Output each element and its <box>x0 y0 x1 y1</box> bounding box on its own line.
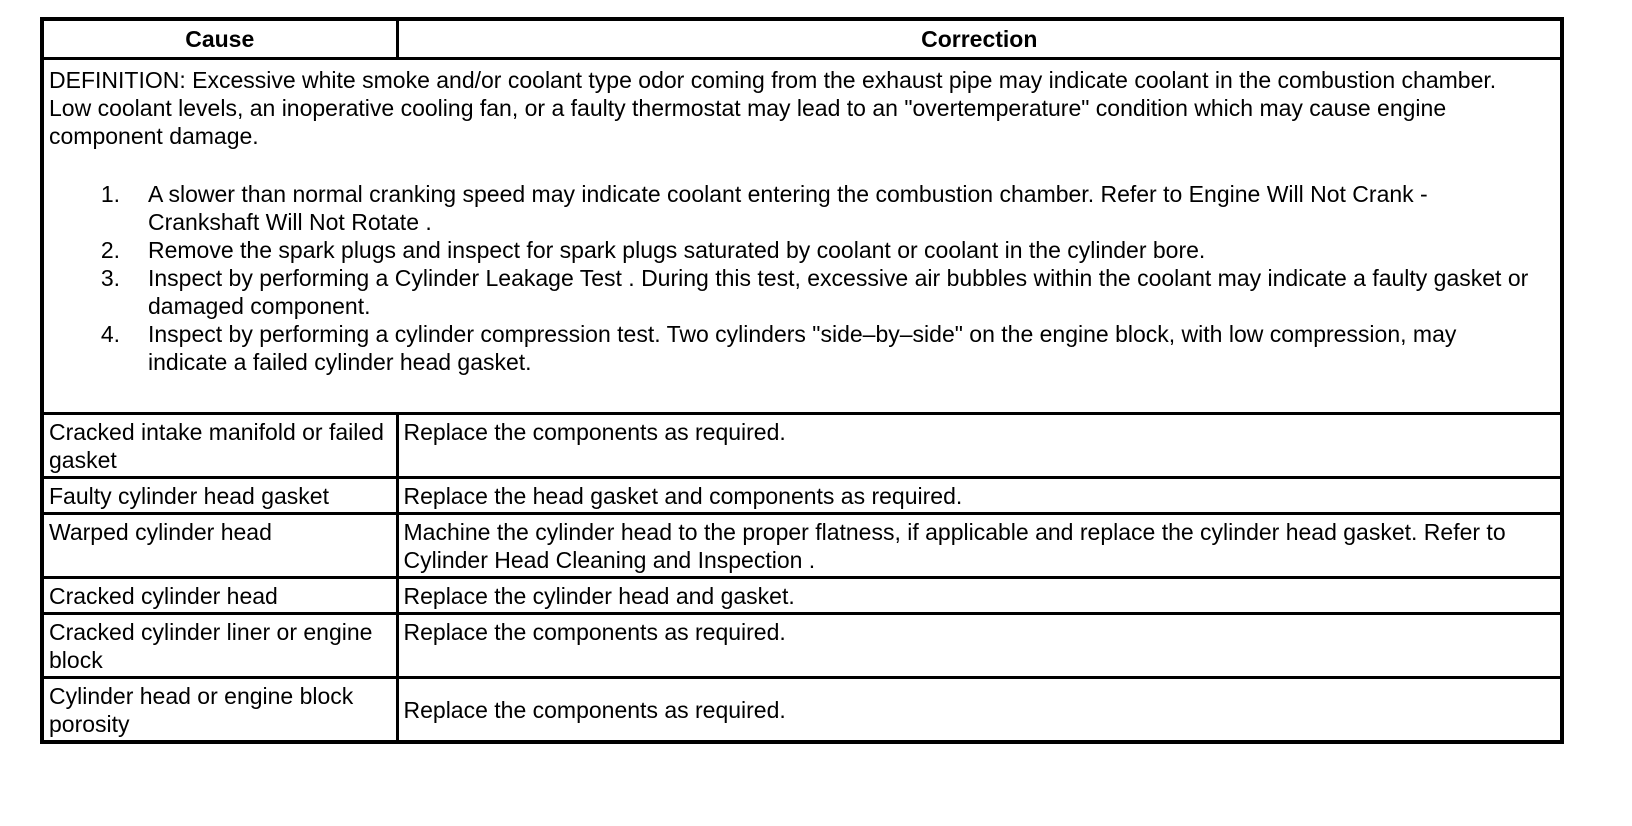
diagnostic-step <box>44 180 1540 236</box>
step-text: Inspect by performing a cylinder compression test. Two cylinders "side–by–side" on the engine block, with low compression, may indicate a failed cylinder head gasket. <box>148 321 1457 375</box>
step-number: 4. <box>100 321 120 347</box>
diagnostic-step <box>44 320 1540 376</box>
definition-text: DEFINITION: Excessive white smoke and/or coolant type odor coming from the exhaust pipe may indicate coolant in the combustion chamber. Low coolant levels, an inoperative cooling fan, or a faulty thermostat may lead to an "overtemperature" condition which may cause engine component damage. <box>49 67 1497 149</box>
correction-cell <box>397 578 1562 614</box>
table-row <box>42 614 1562 678</box>
cause-text: Warped cylinder head <box>49 519 272 545</box>
correction-text: Machine the cylinder head to the proper flatness, if applicable and replace the cylinder head gasket. Refer to Cylinder Head Cleaning and Inspection . <box>403 519 1506 573</box>
cause-text: Cylinder head or engine block porosity <box>49 683 354 737</box>
cause-cell <box>42 678 397 743</box>
correction-cell <box>397 414 1562 478</box>
step-number: 1. <box>100 181 120 207</box>
table-row <box>42 478 1562 514</box>
cause-cell <box>42 478 397 514</box>
cause-cell <box>42 614 397 678</box>
diagnostic-table <box>40 17 1564 744</box>
diagnostic-step <box>44 236 1540 264</box>
table-row <box>42 414 1562 478</box>
step-text: Inspect by performing a Cylinder Leakage Test . During this test, excessive air bubbles within the coolant may indicate a faulty gasket or damaged component. <box>148 265 1529 319</box>
table-row <box>42 678 1562 743</box>
diagnostic-steps-list <box>44 180 1540 376</box>
correction-text: Replace the components as required. <box>403 697 786 723</box>
cause-cell <box>42 414 397 478</box>
correction-cell <box>397 678 1562 743</box>
table-row <box>42 578 1562 614</box>
definition-cell <box>42 59 1562 414</box>
correction-text: Replace the head gasket and components as required. <box>403 483 963 509</box>
diagnostic-step <box>44 264 1540 320</box>
correction-text: Replace the components as required. <box>403 419 786 445</box>
step-text: A slower than normal cranking speed may indicate coolant entering the combustion chamber. Refer to Engine Will Not Crank - Crankshaft Will Not Rotate . <box>148 181 1428 235</box>
table-row <box>42 514 1562 578</box>
cause-cell <box>42 514 397 578</box>
cause-column-header: Cause <box>42 19 397 59</box>
cause-text: Faulty cylinder head gasket <box>49 483 329 509</box>
cause-text: Cracked intake manifold or failed gasket <box>49 419 384 473</box>
correction-cell <box>397 614 1562 678</box>
correction-text: Replace the cylinder head and gasket. <box>403 583 795 609</box>
correction-column-header: Correction <box>397 19 1562 59</box>
correction-cell <box>397 478 1562 514</box>
step-number: 2. <box>100 237 120 263</box>
definition-row <box>42 59 1562 414</box>
cause-cell <box>42 578 397 614</box>
cause-text: Cracked cylinder liner or engine block <box>49 619 373 673</box>
step-text: Remove the spark plugs and inspect for spark plugs saturated by coolant or coolant in the cylinder bore. <box>148 237 1206 263</box>
step-number: 3. <box>100 265 120 291</box>
header-row <box>42 19 1562 59</box>
correction-cell <box>397 514 1562 578</box>
correction-text: Replace the components as required. <box>403 619 786 645</box>
cause-text: Cracked cylinder head <box>49 583 278 609</box>
